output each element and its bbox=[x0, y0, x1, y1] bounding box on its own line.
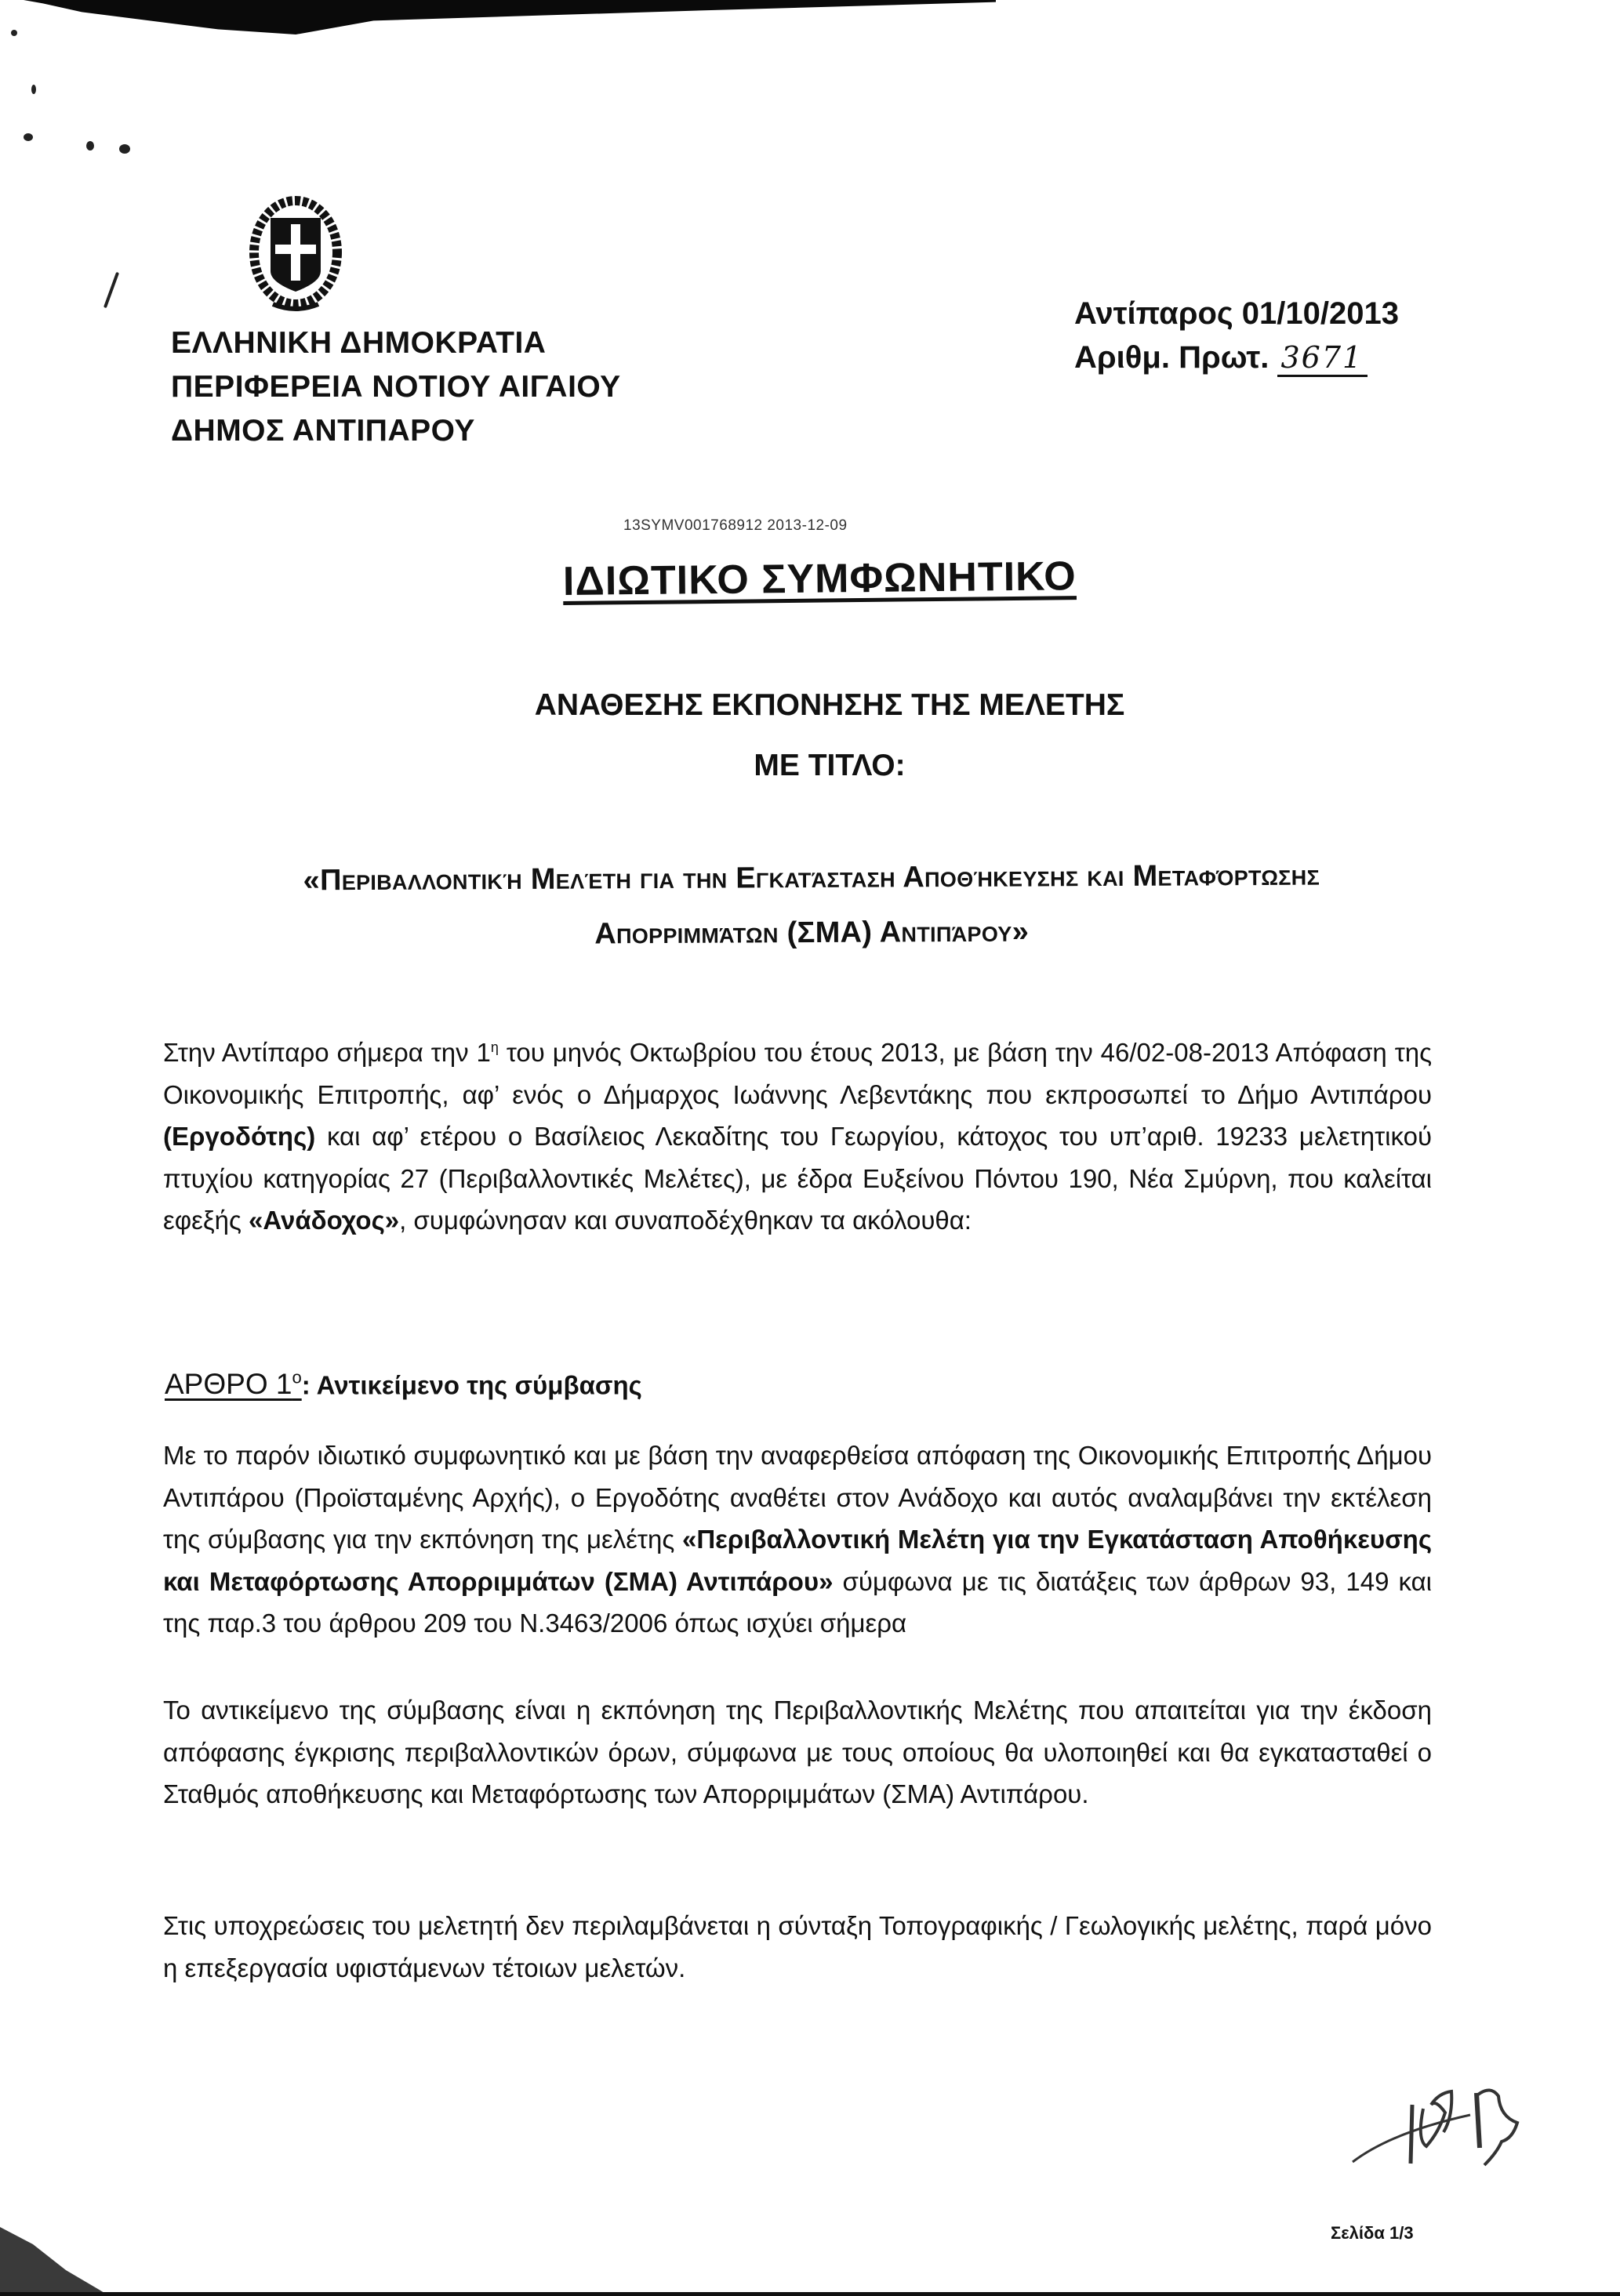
protocol-line bbox=[1074, 336, 1399, 379]
scan-speck bbox=[104, 272, 119, 308]
issuer-country: ΕΛΛΗΝΙΚΗ ΔΗΜΟΚΡΑΤΙΑ bbox=[171, 326, 547, 360]
article-1-paragraph-2: Το αντικείμενο της σύμβασης είναι η εκπόνηση της Περιβαλλοντικής Μελέτης που απαιτείται για την έκδοση απόφασης έγκρισης περιβαλλοντικών όρων, σύμφωνα με τους οποίους θα υλοποιηθεί και θα εγκατασταθεί ο Σταθμός αποθήκευσης και Μεταφόρτωσης των Απορριμμάτων (ΣΜΑ) Αντιπάρου. bbox=[163, 1696, 1432, 1808]
greek-coat-of-arms-icon bbox=[249, 196, 342, 314]
scan-speck bbox=[11, 30, 17, 36]
page-number: Σελίδα 1/3 bbox=[1331, 2223, 1414, 2243]
intro-text: και αφ’ ετέρου ο Βασίλειος Λεκαδίτης του Γεωργίου, κάτοχος του υπ’αριθ. 19233 μελετητικού πτυχίου κατηγορίας 27 (Περιβαλλοντικές Μελέτες), με έδρα Ευξείνου Πόντου 190, Νέα Σμύρνη, που καλείται εφεξής bbox=[163, 1122, 1432, 1235]
date-protocol-block bbox=[1074, 292, 1399, 379]
employer-term: (Εργοδότης) bbox=[163, 1122, 316, 1151]
scan-speck bbox=[31, 85, 36, 94]
article-colon: : bbox=[301, 1370, 317, 1400]
ordinal-suffix: η bbox=[490, 1039, 499, 1055]
protocol-label: Αριθμ. Πρωτ. bbox=[1074, 340, 1269, 375]
article-1-paragraph-3: Στις υποχρεώσεις του μελετητή δεν περιλαμβάνεται η σύνταξη Τοπογραφικής / Γεωλογικής μελέτης, παρά μόνο η επεξεργασία υφιστάμενων τέτοιων μελετών. bbox=[163, 1911, 1432, 1982]
paragraph-text: σύμφωνα με τις διατάξεις των άρθρων 93, 149 και της παρ.3 του άρθρου 209 του Ν.3463/2006 όπως ισχύει σήμερα bbox=[163, 1566, 1433, 1638]
intro-text: του μηνός Οκτωβρίου του έτους 2013, με βάση την 46/02-08-2013 Απόφαση της Οικονομικής Επιτροπής, αφ’ ενός ο Δήμαρχος Ιωάννης Λεβεντάκης που εκπροσωπεί το Δήμο Αντιπάρου bbox=[163, 1038, 1432, 1109]
paragraph-text: Με το παρόν ιδιωτικό συμφωνητικό και με βάση την αναφερθείσα απόφαση της Οικονομικής Επιτροπής Δήμου Αντιπάρου (Προϊσταμένης Αρχής), ο Εργοδότης αναθέτει στον Ανάδοχο και αυτός αναλαμβάνει την εκτέλεση της σύμβασης για την εκπόνηση της μελέτης bbox=[163, 1441, 1432, 1554]
intro-text: , συμφώνησαν και συναποδέχθηκαν τα ακόλουθα: bbox=[399, 1206, 972, 1235]
article-ordinal: ο bbox=[292, 1368, 302, 1387]
issuer-municipality: ΔΗΜΟΣ ΑΝΤΙΠΑΡΟΥ bbox=[171, 414, 475, 448]
intro-text: Στην Αντίπαρο σήμερα την 1 bbox=[163, 1038, 491, 1067]
scan-speck bbox=[24, 133, 33, 141]
article-label: ΑΡΘΡΟ 1 bbox=[165, 1368, 292, 1401]
place-date: Αντίπαρος 01/10/2013 bbox=[1074, 296, 1400, 331]
scan-shadow-bottom bbox=[0, 2292, 1620, 2296]
issuer-region: ΠΕΡΙΦΕΡΕΙΑ ΝΟΤΙΟΥ ΑΙΓΑΙΟΥ bbox=[171, 370, 621, 404]
study-title-line-2: Απορριμμάτων (ΣΜΑ) Αντιπάρου» bbox=[594, 915, 1030, 951]
scan-speck bbox=[86, 141, 94, 151]
scan-shadow-corner bbox=[0, 2210, 110, 2296]
subtitle-line-1: ΑΝΑΘΕΣΗΣ ΕΚΠΟΝΗΣΗΣ ΤΗΣ ΜΕΛΕΤΗΣ bbox=[534, 688, 1125, 722]
protocol-number: 3671 bbox=[1277, 340, 1368, 377]
article-1-heading bbox=[165, 1368, 642, 1401]
issuer-block bbox=[171, 321, 621, 453]
study-title-inline: «Περιβαλλοντική Μελέτη για την Εγκατάσταση Αποθήκευσης και Μεταφόρτωσης Απορριμμάτων (ΣΜΑ) Αντιπάρου» bbox=[163, 1525, 1432, 1596]
signature-icon bbox=[1345, 2077, 1533, 2171]
article-1-paragraph-1 bbox=[163, 1435, 1432, 1645]
contractor-term: «Ανάδοχος» bbox=[249, 1206, 400, 1235]
scan-shadow-top bbox=[24, 0, 996, 34]
subtitle-line-2: ΜΕ ΤΙΤΛΟ: bbox=[754, 749, 906, 782]
study-title-line-1: «Περιβαλλοντική Μελέτη για την Εγκατάσταση Αποθήκευσης και Μεταφόρτωσης bbox=[303, 858, 1320, 898]
article-title: Αντικείμενο της σύμβασης bbox=[316, 1370, 642, 1400]
scan-speck bbox=[119, 144, 130, 154]
study-title bbox=[196, 847, 1428, 963]
document-title: ΙΔΙΩΤΙΚΟ ΣΥΜΦΩΝΗΤΙΚΟ bbox=[562, 553, 1077, 604]
article-number bbox=[165, 1368, 302, 1400]
intro-paragraph bbox=[163, 1027, 1432, 1242]
ada-code-stamp: 13SYMV001768912 2013-12-09 bbox=[623, 517, 848, 534]
